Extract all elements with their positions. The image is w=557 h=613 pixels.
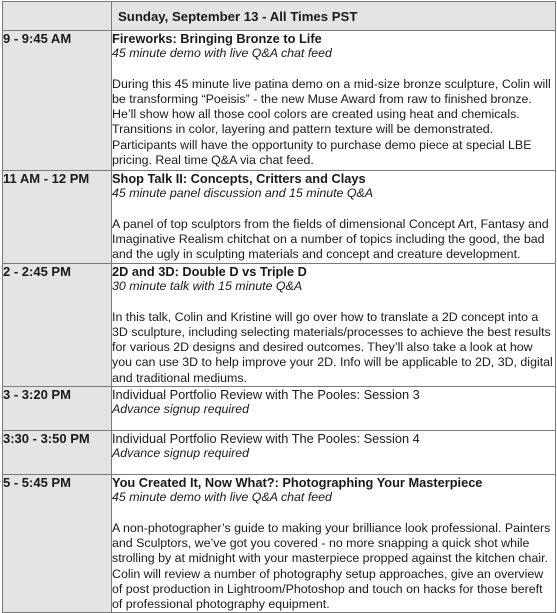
schedule-table xyxy=(2,1,556,613)
schedule-date-heading: Sunday, September 13 - All Times PST xyxy=(112,2,556,31)
session-row xyxy=(3,31,556,171)
session-details xyxy=(112,264,556,387)
session-description: During this 45 minute live patina demo on a mid-size bronze sculpture, Colin will be transforming “Poeisis” - the new Muse Award from raw to finished bronze. He’ll show how all those cool colors are created using heat and chemicals. Transitions in color, layering and pattern texture will be demonstrated. Participants will have the opportunity to purchase demo piece at special LBE pricing. Real time Q&A via chat feed. xyxy=(112,76,551,168)
session-details xyxy=(112,431,556,475)
session-time: 5 - 5:45 PM xyxy=(3,475,112,613)
session-row xyxy=(3,475,556,613)
session-title: Individual Portfolio Review with The Pooles: Session 3 xyxy=(112,387,420,403)
session-title: You Created It, Now What?: Photographing Your Masterpiece xyxy=(112,475,483,491)
session-row xyxy=(3,431,556,475)
session-title: Fireworks: Bringing Bronze to Life xyxy=(112,31,322,46)
session-row xyxy=(3,387,556,431)
session-details xyxy=(112,475,556,613)
session-format: Advance signup required xyxy=(112,446,250,461)
header-time-cell xyxy=(3,2,112,31)
session-title: Individual Portfolio Review with The Pooles: Session 4 xyxy=(112,431,420,447)
session-title: 2D and 3D: Double D vs Triple D xyxy=(112,264,307,279)
session-time: 3 - 3:20 PM xyxy=(3,387,112,431)
session-format: 45 minute panel discussion and 15 minute Q&A xyxy=(112,186,374,201)
session-format: 45 minute demo with live Q&A chat feed xyxy=(112,46,332,61)
session-format: 30 minute talk with 15 minute Q&A xyxy=(112,279,303,294)
session-title: Shop Talk II: Concepts, Critters and Clays xyxy=(112,171,366,186)
session-time: 3:30 - 3:50 PM xyxy=(3,431,112,475)
session-description: A panel of top sculptors from the fields of dimensional Concept Art, Fantasy and Imaginative Realism chitchat on a number of topics including the good, the bad and the ugly in sculpting materials and concept and creature development. xyxy=(112,216,549,262)
session-details xyxy=(112,31,556,171)
session-time: 11 AM - 12 PM xyxy=(3,171,112,264)
session-details xyxy=(112,387,556,431)
session-row xyxy=(3,171,556,264)
session-format: Advance signup required xyxy=(112,402,250,417)
session-format: 45 minute demo with live Q&A chat feed xyxy=(112,490,332,505)
session-description: In this talk, Colin and Kristine will go over how to translate a 2D concept into a 3D sculpture, including selecting materials/processes to achieve the best results for various 2D designs and desired outcomes. They’ll also take a look at how you can use 3D to help improve your 2D. Info will be applicable to 2D, 3D, digital and traditional mediums. xyxy=(112,309,553,385)
session-details xyxy=(112,171,556,264)
session-time: 9 - 9:45 AM xyxy=(3,31,112,171)
session-time: 2 - 2:45 PM xyxy=(3,264,112,387)
header-row xyxy=(3,2,556,31)
session-row xyxy=(3,264,556,387)
session-description: A non-photographer’s guide to making your brilliance look professional. Painters and Sculptors, we’ve got you covered - no more snapping a quick shot while strolling by at midnight with your masterpiece propped against the kitchen chair. Colin will review a number of photography setup approaches, give an overview of post production in Lightroom/Photoshop and touch on hacks for those bereft of professional photography equipment. xyxy=(112,520,551,612)
